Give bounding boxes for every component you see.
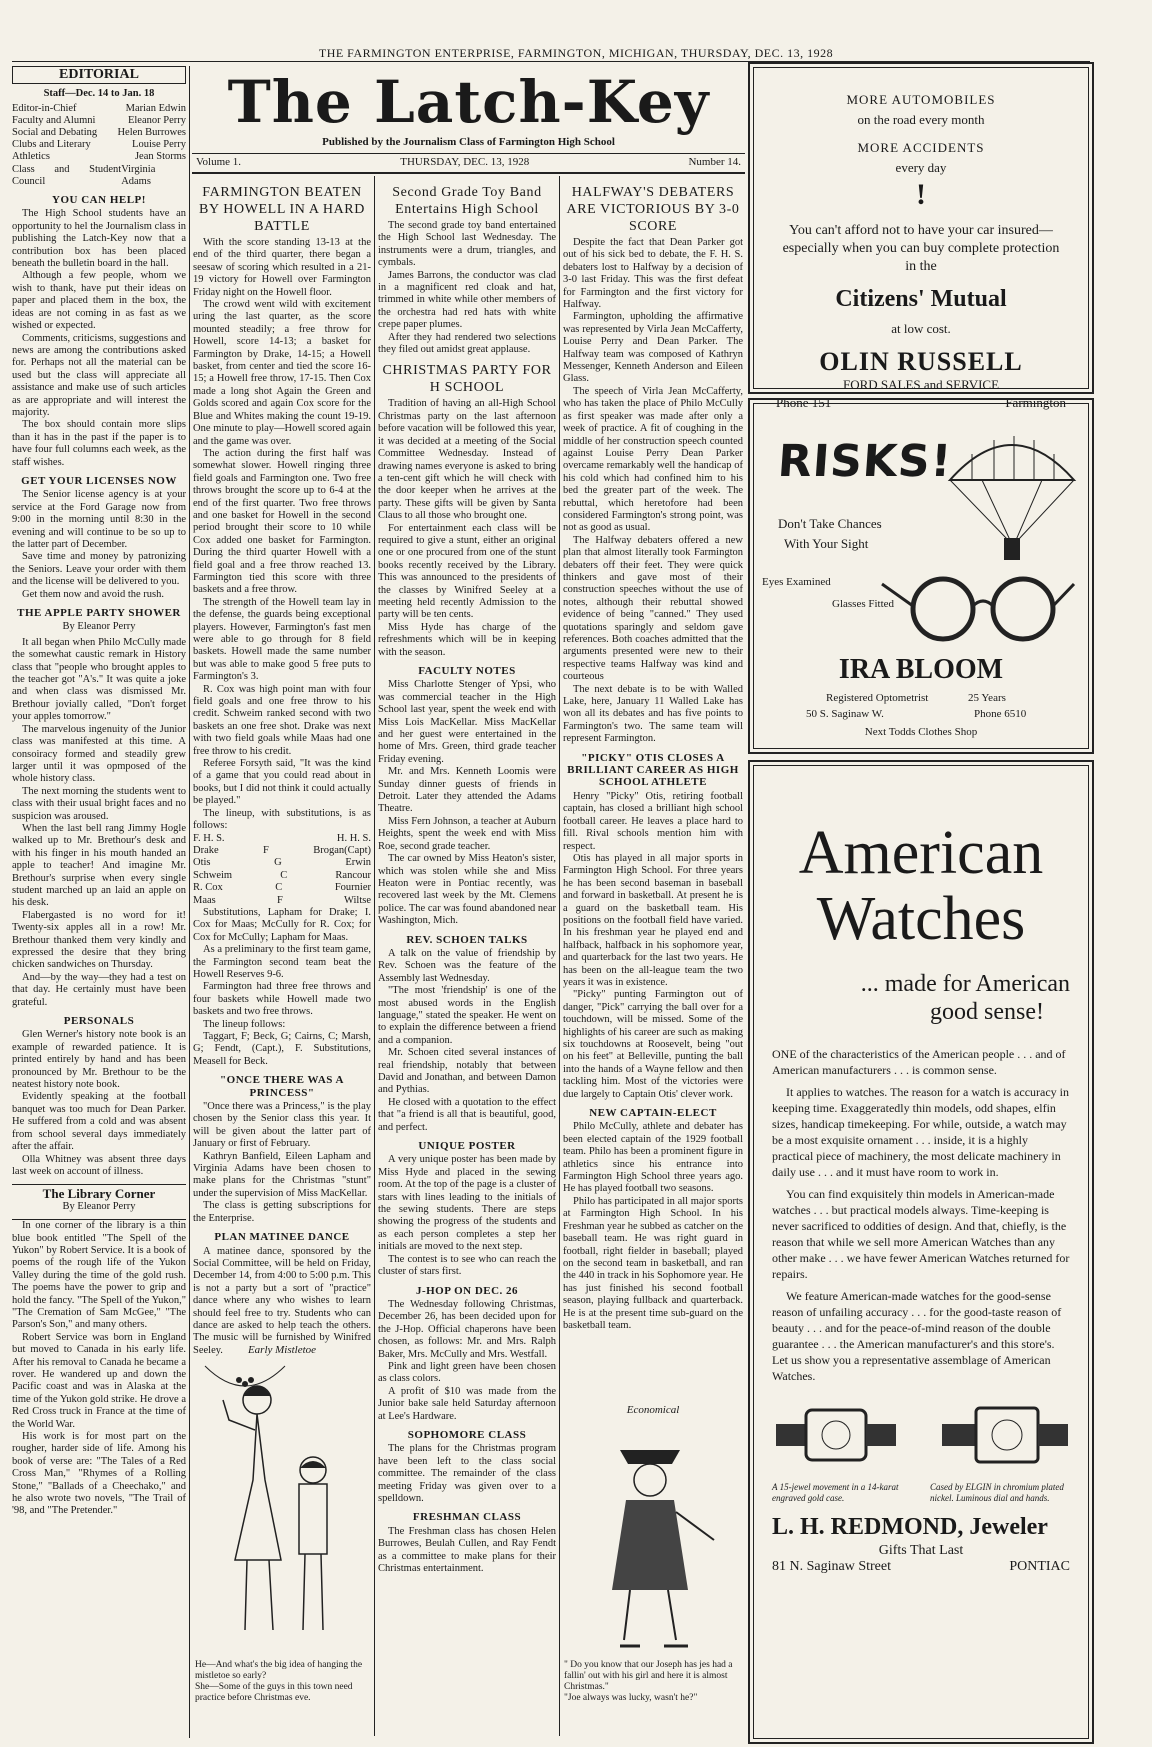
- article-paragraph: The box should contain more slips than it has in the past if the paper is to have four full columns each week, as the staff wishes.: [12, 419, 186, 468]
- article-title: NEW CAPTAIN-ELECT: [589, 1107, 717, 1120]
- article-paragraph: The Halfway debaters offered a new plan that almost literally took Farmington debaters off their feet. They were quick thinkers and gave most of their construction speeches without the use of notes, although their rebuttal showed evidence of being "canned." They used quotations sparingly and seldom gave references. Both coaches admitted that the arguments presented were new to their respective teams Halfway was kind and courteous: [563, 534, 743, 683]
- ad-slogan: Gifts That Last: [878, 1543, 964, 1558]
- ad-line: Glasses Fitted: [832, 598, 895, 610]
- masthead-rule: [192, 172, 745, 174]
- article-paragraph: Flabergasted is no word for it! Twenty-six apples all in a row! Mr. Brethour thanked them very kindly and expressed the desire that they bring chicken sandwiches on Thursday.: [12, 909, 186, 971]
- ad-citizens-mutual: [748, 62, 1094, 410]
- article-title: YOU CAN HELP!: [52, 194, 146, 207]
- article-title: PLAN MATINEE DANCE: [214, 1231, 350, 1244]
- ad-headline: Watches: [816, 885, 1026, 953]
- cartoon-title: Early Mistletoe: [247, 1344, 317, 1356]
- article-paragraph: As a preliminary to the first team game, the Farmington second team beat the Howell Reserves 9-6.: [193, 944, 371, 980]
- editorial-column: [12, 66, 186, 1736]
- article-paragraph: The High School students have an opportunity to hel the Journalism class in publishing the Latch-Key now that a contribution box has been placed beneath the bulletin board in the hall.: [12, 208, 186, 270]
- article-paragraph: Farmington had three free throws and four baskets while Howell made two baskets and two free throws.: [193, 981, 371, 1018]
- masthead-rule: [192, 153, 745, 154]
- article-paragraph: A matinee dance, sponsored by the Social Committee, will be held on Friday, December 14, from 4:00 to 5:00 p.m. This is not a party but a sort of "practice" dance where any who wishes to learn should feel free to try. Students who can dance are asked to help teach the others. The music will be furnished by Winifred Seeley.: [193, 1245, 371, 1356]
- article-paragraph: Tradition of having an all-High School Christmas party on the last afternoon before vacation will be followed this year, it was decided at a meeting of the Social Committee Wednesday. Instead of drawing names everyone is asked to bring a ten-cent gift which he will check with the door keeper when he arrives at the party. These gifts will be given by Santa Claus to all those who brought one.: [378, 398, 556, 522]
- article-paragraph: A very unique poster has been made by Miss Hyde and placed in the sewing room. At the top of the page is a cluster of stars with lines leading to the initials of the sewing students. There are steps showing the progress of the students and as each person completes a step her initials are moved to the next step.: [378, 1154, 556, 1253]
- ad-line: With Your Sight: [784, 536, 869, 551]
- article-title: "PICKY" OTIS CLOSES A BRILLIANT CAREER AS HIGH SCHOOL ATHLETE: [567, 751, 739, 789]
- ad-phone: Phone 151: [776, 395, 832, 410]
- watch-caption: A 15-jewel movement in a 14-karat engraved gold case.: [772, 1482, 899, 1503]
- article-title: GET YOUR LICENSES NOW: [21, 474, 177, 487]
- article-paragraph: Evidently speaking at the football banquet was too much for Dean Parker. He suffered from a cold and was absent from school several days immediately after the affair.: [12, 1091, 186, 1153]
- column-3: [378, 178, 556, 1726]
- staff-box: [12, 88, 186, 188]
- article-paragraph: He closed with a quotation to the effect that "a friend is all that is beautiful, good, and perfect.: [378, 1096, 556, 1133]
- article-paragraph: Robert Service was born in England but moved to Canada in his early life. After his removal to Canada he became a rover. He wandered up and down the Pacific coast and was in Alaska at the time of the Yukon gold strike. He drove a Red Cross truck in France at the time of the World War.: [12, 1331, 186, 1430]
- ad-paragraph: We feature American-made watches for the good-sense reason of unfailing accuracy . . . for the good-taste reason of beauty . . . and for the peace-of-mind reason of the double guarantee . . . the American manufacturer's and this store's. Let us show you a representative assemblage of American Watches.: [772, 1289, 1062, 1383]
- staff-row: Editor-in-Chief Marian Edwin: [12, 102, 186, 114]
- article-paragraph: Despite the fact that Dean Parker got out of his sick bed to debate, the F. H. S. debaters lost to Halfway by a decision of 3-0 last Friday. This was the first defeat for Farmington and the first victory for Halfway.: [563, 237, 743, 311]
- staff-row: Clubs and Literary Louise Perry: [12, 139, 186, 151]
- article-paragraph: The next morning the students went to class with their usual bright faces and no suspicion was aroused.: [12, 785, 186, 822]
- cartoon-title: Economical: [626, 1404, 680, 1416]
- ad-ira-bloom: [748, 398, 1094, 754]
- staff-row: Faculty and Alumni Eleanor Perry: [12, 114, 186, 126]
- article-title: The Library Corner: [42, 1186, 156, 1202]
- cartoon-caption: She—Some of the guys in this town need practice before Christmas eve.: [195, 1682, 353, 1703]
- ad-line: on the road every month: [857, 112, 985, 127]
- staff-row: Class and Student Council Virginia Adams: [12, 163, 156, 187]
- volume: Volume 1.: [196, 156, 242, 168]
- library-box: [12, 1184, 186, 1220]
- article-paragraph: A profit of $10 was made from the Junior bake sale held Saturday afternoon at Lee's Hardware.: [378, 1385, 556, 1422]
- cartoon-caption: "Joe always was lucky, wasn't he?": [564, 1693, 698, 1703]
- ad-line: MORE ACCIDENTS: [857, 140, 985, 155]
- article-paragraph: After they had rendered two selections they filed out amidst great applause.: [378, 331, 556, 356]
- mistletoe-illustration: [195, 1360, 369, 1660]
- lineup-header: F. H. S. H. H. S.: [193, 832, 371, 844]
- article-paragraph: Kathryn Banfield, Eileen Lapham and Virginia Adams have been chosen to make plans for the Christmas "stunt" under the supervision of Miss MacKellar.: [193, 1150, 371, 1199]
- lineup-row: Otis G Erwin: [193, 857, 371, 869]
- article-paragraph: Although a few people, whom we wish to thank, have put their ideas on paper and placed them in the box, the ideas are not coming in as fast as we wished or expected.: [12, 270, 186, 332]
- article-paragraph: "Picky" punting Farmington out of danger, "Pick" carrying the ball over for a touchdown, will be missed. Some of the highlights of his career are such as making six touchdowns at Roosevelt, being "out on his feet" at Belleville, punting the ball into the hands of a Wayne fellow and then tackling him. Most of the victories were due largely to Captain Otis' clever work.: [563, 989, 743, 1100]
- article-paragraph: The action during the first half was somewhat slower. Howell ringing three field goals and Farmington one. Two free throws brought the score up to 6-4 at the end of the first quarter. Two free throws and one basket for Howell in the second period brought their score to 10 while Cox added one basket for Farmington. During the third quarter Howell with a field goal and a free throw reached 13. Farmington tied this score with three baskets and a free throw.: [193, 447, 371, 596]
- article-paragraph: Referee Forsyth said, "It was the kind of a game that you could read about in books, but I did not think it could actually be played.": [193, 758, 371, 807]
- article-paragraph: Philo McCully, athlete and debater has been elected captain of the 1929 football team. Philo has been a prominent figure in athletics since his entrance into Farmington High School three years ago. He has played football two seasons.: [563, 1121, 743, 1195]
- ad-line: Don't Take Chances: [778, 516, 882, 531]
- article-paragraph: The Senior license agency is at your service at the Ford Garage now from 9:00 in the morning until 8:30 in the evening and will continue to be so up to the latter part of December.: [12, 489, 186, 550]
- article-paragraph: The speech of Virla Jean McCafferty, who has taken the place of Philo McCully as first speaker was made after only a week of practice. A fit of coughing in the middle of her construction speech counted against Louise Perry Dean Parker overcame remarkably well the handicap of his cold which had confined him to his bed the greater part of the week. The rebuttal, which heretofore had been considered Farmington's strong point, was not as good as usual.: [563, 385, 743, 534]
- economical-illustration: [564, 1420, 742, 1660]
- lineup-row: Drake F Brogan(Capt): [193, 844, 371, 856]
- article-paragraph: With the score standing 13-13 at the end of the third quarter, there began a seesaw of scoring which resulted in a 21-19 victory for Howell over Farmington Friday night on the Howell floor.: [193, 237, 371, 298]
- article-paragraph: A talk on the value of friendship by Rev. Schoen was the feature of the Assembly last Wednesday.: [378, 947, 556, 984]
- article-title: J-HOP ON DEC. 26: [415, 1284, 519, 1297]
- column-4: [563, 178, 743, 1398]
- ad-address: 50 S. Saginaw W.: [806, 708, 884, 720]
- article-title: HALFWAY'S DEBATERS ARE VICTORIOUS BY 3-0 SCORE: [566, 185, 740, 234]
- exclamation-icon: !: [916, 178, 926, 211]
- ad-line: Next Todds Clothes Shop: [864, 726, 978, 738]
- cartoon-caption: " Do you know that our Joseph has jes had a fallin' out with his girl and here it is almost Christmas.": [564, 1660, 733, 1692]
- column-rule: [374, 176, 375, 1736]
- ad-store: L. H. REDMOND, Jeweler: [772, 1514, 1048, 1540]
- article-title: THE APPLE PARTY SHOWER: [17, 607, 181, 620]
- masthead: [192, 68, 745, 148]
- issue-number: Number 14.: [688, 156, 741, 168]
- issue-date: THURSDAY, DEC. 13, 1928: [400, 156, 530, 168]
- ad-line: FORD SALES and SERVICE: [842, 377, 1000, 392]
- lineup-row: Schweim C Rancour: [193, 869, 371, 881]
- article-paragraph: Save time and money by patronizing the Seniors. Leave your order with them and the license will be delivered to you.: [12, 551, 186, 588]
- ad-town: Farmington: [1005, 395, 1066, 410]
- article-paragraph: Comments, criticisms, suggestions and news are among the contributions asked for. Perhaps not all the material can be used but the class will appreciate all assistance and make use of such articles as are appropriate and will interest the majority.: [12, 332, 186, 418]
- article-paragraph: Substitutions, Lapham for Drake; I. Cox for Maas; McCully for R. Cox; for Cox for McCully; Lapham for Maas.: [193, 906, 371, 943]
- article-paragraph: Mr. and Mrs. Kenneth Loomis were Sunday dinner guests of friends in Detroit. Later they attended the Adams Theatre.: [378, 766, 556, 815]
- article-paragraph: For entertainment each class will be required to give a stunt, either an original one or one procured from one of the stunt books recently received by the Library. This was announced to the presidents of the classes by Winifred Seeley at a meeting held recently Admission to the party will be ten cents.: [378, 522, 556, 621]
- article-paragraph: The Freshman class has chosen Helen Burrowes, Beulah Cullen, and Ray Fendt as a committee to make plans for their Christmas entertainment.: [378, 1525, 556, 1575]
- ad-brand: Citizens' Mutual: [835, 286, 1007, 312]
- ad-line: Eyes Examined: [762, 576, 831, 588]
- masthead-subtitle: Published by the Journalism Class of Farmington High School: [322, 136, 615, 148]
- article-paragraph: The next debate is to be with Walled Lake, here, January 11 Walled Lake has won all its debates and has five points to Farmington's two. The same team will represent Farmington.: [563, 683, 743, 745]
- ad-tagline: good sense!: [930, 999, 1044, 1025]
- article-title: REV. SCHOEN TALKS: [406, 933, 528, 946]
- article-paragraph: Taggart, F; Beck, G; Cairns, C; Marsh, G; Fendt, (Capt.), F. Substitutions, Measell for Beck.: [193, 1031, 371, 1067]
- staff-row: Athletics Jean Storms: [12, 151, 186, 163]
- article-paragraph: The lineup follows:: [203, 1018, 286, 1030]
- ad-body: You can't afford not to have your car insured—especially when you can buy complete protection in the: [782, 223, 1060, 274]
- article-title: PERSONALS: [63, 1015, 135, 1028]
- parachute-icon: [942, 420, 1082, 570]
- ad-address: 81 N. Saginaw Street: [772, 1559, 891, 1574]
- article-paragraph: James Barrons, the conductor was clad in a magnificent red cloak and hat, trimmed in white while other members of the orchestra had red hats with white crepe paper plumes.: [378, 269, 556, 331]
- byline: By Eleanor Perry: [62, 1200, 136, 1212]
- column-rule: [189, 66, 190, 1738]
- article-title: Second Grade Toy Band Entertains High School: [392, 185, 542, 217]
- lineup-row: Maas F Wiltse: [193, 894, 371, 906]
- article-paragraph: "Once there was a Princess," is the play chosen by the Senior class this year. It will be given about the latter part of January or first of February.: [193, 1101, 371, 1150]
- ad-line: Registered Optometrist: [826, 692, 929, 704]
- watch-caption: Cased by ELGIN in chromium plated nickel. Luminous dial and hands.: [930, 1482, 1064, 1503]
- ad-headline: American: [798, 819, 1044, 887]
- article-paragraph: The Wednesday following Christmas, December 26, has been decided upon for the J-Hop. Official chaperons have been chosen, as follows: Mr. and Mrs. Ralph Baker, Mrs. McCully and Mrs. Westfall.: [378, 1298, 556, 1360]
- ad-town: PONTIAC: [1009, 1559, 1070, 1574]
- article-paragraph: The class is getting subscriptions for the Enterprise.: [193, 1200, 371, 1224]
- ad-headline: RISKS!: [776, 436, 954, 487]
- article-paragraph: Mr. Schoen cited several instances of real friendship, notably that between David and Jonathan, and between Damon and Pythias.: [378, 1047, 556, 1096]
- ad-line: MORE AUTOMOBILES: [846, 92, 996, 107]
- eyeglasses-icon: [878, 564, 1078, 644]
- ad-paragraph: You can find exquisitely thin models in American-made watches . . . but practical models always. Time-keeping is never sacrificed to oddities of design. And that, chiefly, is the reason that while we sell more American Watches than any other make . . . we have fewer American Watches returned for repairs.: [772, 1187, 1070, 1281]
- article-paragraph: "The most 'friendship' is one of the most abused words in the English language," stated the speaker. He went on to explain the difference between a friend and a companion.: [378, 985, 556, 1046]
- cartoon-mistletoe: [195, 1340, 369, 1736]
- article-paragraph: Pink and light green have been chosen as class colors.: [378, 1360, 556, 1385]
- article-paragraph: In one corner of the library is a thin blue book entitled "The Spell of the Yukon" by Robert Service. It is a book of poems of the rough life of the Yukon Valley during the time of the gold rush. The poems have the power to grip and hold the fancy. "The Spell of the Yukon," "The Cremation of Sam McGee," "The Parson's Son," and many others.: [12, 1220, 186, 1331]
- ad-line: at low cost.: [891, 321, 951, 336]
- staff-title: Staff—Dec. 14 to Jan. 18: [43, 88, 155, 100]
- article-paragraph: The crowd went wild with excitement uring the last quarter, as the score mounted steadily; a free throw for Howell, score 14-13; a basket for Farmington by Drake, 14-15; a Howell basket, from center and tied the score 16-15; a Howell free throw, 17-15. Then Cox made a long shot Again the Green and Golds scored and again Cox score for the Blue and Whites making the count 19-19. One minute to play—Howell scored again and the game was over.: [193, 299, 371, 447]
- byline: By Eleanor Perry: [62, 621, 136, 633]
- ad-phone: Phone 6510: [974, 708, 1027, 720]
- ad-name: IRA BLOOM: [838, 654, 1004, 685]
- article-title: FRESHMAN CLASS: [412, 1511, 522, 1524]
- article-paragraph: The plans for the Christmas program have been left to the class social committee. The remainder of the class meeting Friday was given over to a spelldown.: [378, 1443, 556, 1504]
- article-paragraph: The lineup, with substitutions, is as follows:: [193, 807, 371, 832]
- ad-body: [772, 1046, 1070, 1384]
- article-paragraph: Olla Whitney was absent three days last week on account of illness.: [12, 1153, 186, 1177]
- article-paragraph: It all began when Philo McCully made the somewhat caustic remark in History class that "people who brought apples to the teacher got "A's." It was quite a joke and when class was dismissed Mr. Brethour jovially called, "Don't forget your apples tomorrow.": [12, 636, 186, 723]
- article-paragraph: The contest is to see who can reach the cluster of stars first.: [378, 1253, 556, 1278]
- article-paragraph: The strength of the Howell team lay in the defense, the guards being exceptional players. However, Farmington's fast men were able to go through for 8 field baskets. Howell made the same number but was able to make good 5 free puts to Farmington's 3.: [193, 596, 371, 683]
- article-paragraph: The car owned by Miss Heaton's sister, which was stolen while she and Miss Heaton were in Pontiac recently, was recovered last week by the Mt. Clemens police. The car was found abandoned near Washington, Mich.: [378, 853, 556, 927]
- article-paragraph: Otis has played in all major sports in Farmington High School. For three years he has been second baseman in baseball and forward in basketball. At present he is a guard on the basketball team. His positions on the football field have varied. In his freshman year he played end and halfback, halfback in his sophomore year, and quarterback for the last two years. He has been on the all-league team the two years it was in existence.: [563, 852, 743, 988]
- page-header: THE FARMINGTON ENTERPRISE, FARMINGTON, MICHIGAN, THURSDAY, DEC. 13, 1928: [318, 46, 834, 60]
- staff-row: Social and Debating Helen Burrowes: [12, 127, 186, 139]
- masthead-title: The Latch-Key: [227, 68, 710, 136]
- article-title: SOPHOMORE CLASS: [407, 1428, 527, 1441]
- article-paragraph: When the last bell rang Jimmy Hogle walked up to Mr. Brethour's desk and with his finger in his mouth handed an apple to teacher! And imagine Mr. Brethour's surprise when every single student marched up an laid an apple on his desk.: [12, 822, 186, 909]
- ad-line: every day: [895, 160, 947, 175]
- ad-contact: [772, 1559, 1070, 1575]
- ad-paragraph: ONE of the characteristics of the American people . . . and of American manufacturers . . . is common sense.: [772, 1047, 1066, 1077]
- article-paragraph: The second grade toy band entertained the High School last Wednesday. The instruments were a drum, triangles, and cymbals.: [378, 220, 556, 269]
- watch-captions: [772, 1482, 1070, 1504]
- ad-agent: OLIN RUSSELL: [819, 347, 1023, 376]
- article-paragraph: Miss Fern Johnson, a teacher at Auburn Heights, spent the week end with Miss Roe, second grade teacher.: [378, 815, 556, 852]
- article-title: FARMINGTON BEATEN BY HOWELL IN A HARD BATTLE: [199, 185, 365, 234]
- article-paragraph: Glen Werner's history note book is an example of rewarded patience. It is printed entirely by hand and has been pronounced by Mr. Brethour to be the neatest history note book.: [12, 1029, 186, 1091]
- cartoon-caption: He—And what's the big idea of hanging the mistletoe so early?: [195, 1660, 363, 1681]
- article-paragraph: His work is for most part on the rougher, harder side of life. Among his book of verse are: "The Tales of a Red Cross Man," "Rhymes of a Rolling Stone," "Ballads of a Cheechako," and he also wrote two novels, "The Trail of '98, and "The Pretender.": [12, 1431, 186, 1517]
- article-paragraph: Miss Charlotte Stenger of Ypsi, who was commercial teacher in the High School last year, spent the week end with Miss Lois MacKellar. Miss MacKellar and her guest were entertained in the home of Mrs. Green, third grade teacher Friday evening.: [378, 679, 556, 765]
- article-title: CHRISTMAS PARTY FOR H SCHOOL: [382, 363, 552, 396]
- article-paragraph: The marvelous ingenuity of the Junior class was manifested at this time. A consoiracy formed and steadily grew larger until it was opmposed of the whole history class.: [12, 723, 186, 785]
- watches-illustration: [772, 1390, 1072, 1480]
- editorial-label: EDITORIAL: [12, 66, 186, 84]
- article-paragraph: Philo has participated in all major sports at Farmington High School. In his Freshman year he subbed as catcher on the baseball team. He was right guard in football, right fielder in baseball; played on the second team in basketball, and ran the 440 in track in his Sophomore year. He has just finished his second football season, playing fullback and quarterback. He is at the present time sub-guard on the basketball team.: [563, 1195, 743, 1331]
- ad-paragraph: It applies to watches. The reason for a watch is accuracy in keeping time. Exaggeratedly thin models, odd shapes, elfin sizes, handicap timekeeping. For while, outside, a watch may be a most exquisite ornament . . . inside, it is a highly practical piece of machinery, the most delicate machinery in daily use . . . and it must have room to work in.: [772, 1085, 1069, 1179]
- masthead-dateline: [196, 156, 741, 168]
- article-title: UNIQUE POSTER: [418, 1140, 516, 1153]
- article-title: FACULTY NOTES: [418, 665, 516, 677]
- article-paragraph: Miss Hyde has charge of the refreshments which will be in keeping with the season.: [378, 621, 556, 658]
- ad-line: 25 Years: [968, 692, 1006, 704]
- lineup-row: R. Cox C Fournier: [193, 882, 371, 894]
- article-paragraph: And—by the way—they had a test on that day. He certainly must have been grateful.: [12, 971, 186, 1008]
- article-paragraph: R. Cox was high point man with four field goals and one free throw to his credit. Schweim ranked second with two baskets an one free shot. Drake was next with two field goals while Maas had one free throw to his credit.: [193, 683, 371, 757]
- article-paragraph: Farmington, upholding the affirmative was represented by Virla Jean McCafferty, Louise Perry and Dean Parker. The Halfway team was composed of Kathryn Messenger, Kenneth Anderson and Eileen Glass.: [563, 311, 743, 385]
- ad-tagline: ... made for American: [860, 971, 1070, 997]
- cartoon-economical: [564, 1400, 742, 1738]
- article-paragraph: Henry "Picky" Otis, retiring football captain, has closed a brilliant high school football career. He leaves a place hard to fill. Rival schools mention him with respect.: [563, 790, 743, 852]
- column-rule: [559, 176, 560, 1736]
- ad-redmond-watches: [748, 760, 1094, 1744]
- article-title: "ONCE THERE WAS A PRINCESS": [220, 1074, 344, 1099]
- lineup-table: [193, 833, 371, 907]
- article-paragraph: Get them now and avoid the rush.: [22, 588, 165, 600]
